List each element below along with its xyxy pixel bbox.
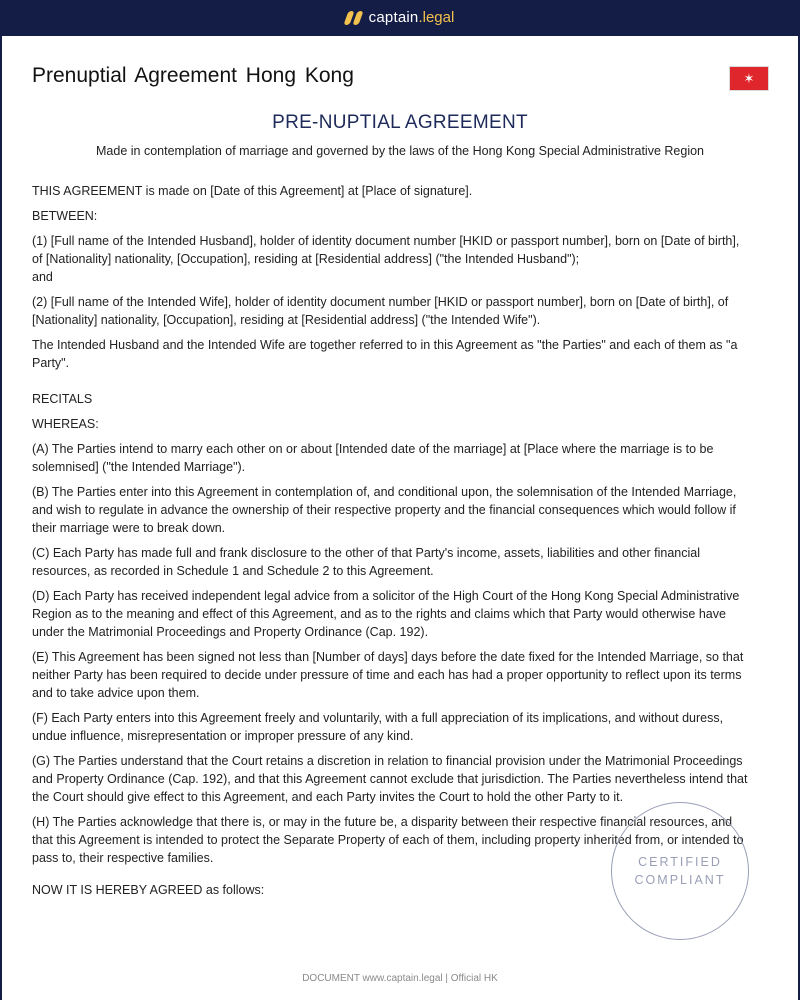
brand-logo[interactable] [346,9,455,27]
party-2-paragraph: (2) [Full name of the Intended Wife], holder of identity document number [HKID or passport number], born on [Date of birth], of [Nationality] nationality, [Occupation], residing at [Residential address] ("the Intended Wife"). [32,295,729,327]
intro-paragraph: THIS AGREEMENT is made on [Date of this Agreement] at [Place of signature]. [32,184,473,198]
recital-f: (F) Each Party enters into this Agreement freely and voluntarily, with a full appreciation of its implications, and without duress, undue influence, misrepresentation or improper pressure of any kind. [32,711,724,743]
document-body [32,182,752,906]
recital-a: (A) The Parties intend to marry each other on or about [Intended date of the marriage] at [Place where the marriage is to be solemnised] ("the Intended Marriage"). [32,442,714,474]
recitals-heading: RECITALS [32,392,93,406]
stamp-line-2: COMPLIANT [634,873,726,887]
recital-h: (H) The Parties acknowledge that there is, or may in the future be, a disparity between their respective financial resources, and that this Agreement is intended to protect the Separate Property of each of them, including property inherited from, or intended to pass to, their respective families. [32,815,744,865]
hong-kong-flag-icon: ✶ [729,66,769,91]
recital-g: (G) The Parties understand that the Court retains a discretion in relation to financial provision under the Matrimonial Proceedings and Property Ordinance (Cap. 192), and that this Agreement cannot exclude that jurisdiction. The Parties nevertheless intend that the Court should give effect to this Agreement, and each Party invites the Court to hold the other Party to it. [32,754,748,804]
whereas-label: WHEREAS: [32,417,99,431]
party-1-paragraph: (1) [Full name of the Intended Husband], holder of identity document number [HKID or passport number], born on [Date of birth], of [Nationality] nationality, [Occupation], residing at [Residential address] ("the Intended Husband"); [32,234,740,266]
captain-legal-logo-icon [346,11,361,25]
and-label: and [32,270,53,284]
brand-name: captain [368,9,419,26]
top-bar [0,0,800,36]
document-heading: PRE-NUPTIAL AGREEMENT [272,112,528,133]
recital-b: (B) The Parties enter into this Agreement in contemplation of, and conditional upon, the solemnisation of the Intended Marriage, and wish to regulate in advance the ownership of their respective property and the financial consequences which would follow if their marriage were to break down. [32,485,737,535]
parties-definition-paragraph: The Intended Husband and the Intended Wife are together referred to in this Agreement as "the Parties" and each of them as "a Party". [32,338,738,370]
document-footer: DOCUMENT www.captain.legal | Official HK [302,973,498,984]
between-label: BETWEEN: [32,209,98,223]
recital-c: (C) Each Party has made full and frank disclosure to the other of that Party's income, assets, liabilities and other financial resources, as recorded in Schedule 1 and Schedule 2 to this Agreement. [32,546,700,578]
recital-d: (D) Each Party has received independent legal advice from a solicitor of the High Court of the Hong Kong Special Administrative Region as to the meaning and effect of this Agreement, and as to the rights and claims which that Party would otherwise have under the Matrimonial Proceedings and Property Ordinance (Cap. 192). [32,589,740,639]
document-subheading: Made in contemplation of marriage and governed by the laws of the Hong Kong Special Administrative Region [96,144,704,158]
agreed-heading: NOW IT IS HEREBY AGREED as follows: [32,883,265,897]
page-title: Prenuptial Agreement Hong Kong [32,64,354,87]
stamp-line-1: CERTIFIED [638,855,722,869]
recital-e: (E) This Agreement has been signed not less than [Number of days] days before the date fixed for the Intended Marriage, so that neither Party has been required to decide under pressure of time and each has had a proper opportunity to reflect upon its terms and to take advice upon them. [32,650,744,700]
certified-compliant-stamp [611,802,749,940]
brand-extension: .legal [418,9,455,26]
